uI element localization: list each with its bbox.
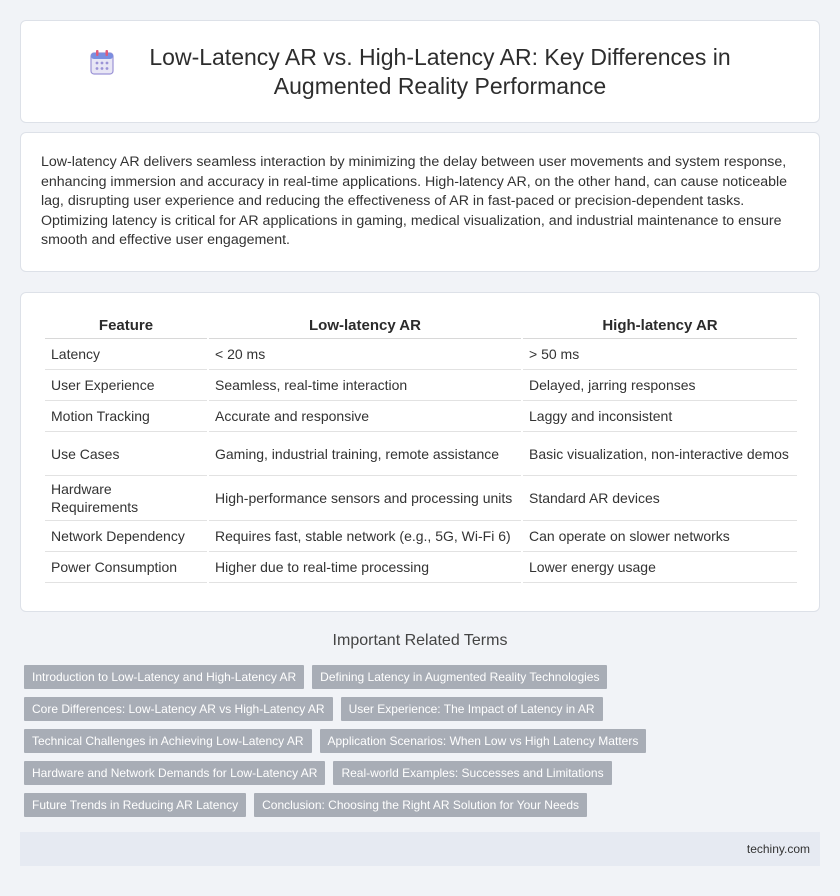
table-cell: < 20 ms — [209, 339, 521, 370]
table-header-row — [45, 313, 797, 339]
related-terms-title: Important Related Terms — [332, 632, 508, 649]
related-term-tag[interactable]: User Experience: The Impact of Latency in AR — [341, 697, 603, 721]
related-term-tag[interactable]: Technical Challenges in Achieving Low-Latency AR — [24, 729, 312, 753]
table-cell: Can operate on slower networks — [523, 521, 797, 552]
table-row — [45, 432, 797, 476]
table-cell: Latency — [45, 339, 207, 370]
table-cell: User Experience — [45, 370, 207, 401]
table-cell: Power Consumption — [45, 552, 207, 583]
related-term-tag[interactable]: Introduction to Low-Latency and High-Latency AR — [24, 665, 304, 689]
table-row — [45, 521, 797, 552]
page-title: Low-Latency AR vs. High-Latency AR: Key Differences in Augmented Reality Performance — [149, 43, 731, 99]
table-cell: Basic visualization, non-interactive demos — [523, 432, 797, 476]
footer — [20, 832, 820, 866]
table-cell: Delayed, jarring responses — [523, 370, 797, 401]
intro-card — [20, 132, 820, 272]
table-row — [45, 476, 797, 521]
table-cell: Laggy and inconsistent — [523, 401, 797, 432]
table-cell: Requires fast, stable network (e.g., 5G, Wi-Fi 6) — [209, 521, 521, 552]
calendar-icon — [90, 49, 114, 75]
table-row — [45, 401, 797, 432]
table-cell: > 50 ms — [523, 339, 797, 370]
table-cell: Accurate and responsive — [209, 401, 521, 432]
related-term-tag[interactable]: Real-world Examples: Successes and Limitations — [333, 761, 611, 785]
related-term-tag[interactable]: Defining Latency in Augmented Reality Technologies — [312, 665, 607, 689]
header-high-latency: High-latency AR — [523, 313, 797, 339]
table-cell: Network Dependency — [45, 521, 207, 552]
table-cell: Gaming, industrial training, remote assistance — [209, 432, 521, 476]
table-cell: Seamless, real-time interaction — [209, 370, 521, 401]
table-cell: High-performance sensors and processing units — [209, 476, 521, 521]
footer-site-link[interactable]: techiny.com — [746, 842, 810, 856]
title-card — [20, 20, 820, 123]
table-row — [45, 552, 797, 583]
table-row — [45, 339, 797, 370]
related-term-tag[interactable]: Core Differences: Low-Latency AR vs High-Latency AR — [24, 697, 333, 721]
table-cell: Lower energy usage — [523, 552, 797, 583]
table-cell: Standard AR devices — [523, 476, 797, 521]
comparison-card — [20, 292, 820, 612]
related-term-tag[interactable]: Hardware and Network Demands for Low-Latency AR — [24, 761, 325, 785]
table-cell: Motion Tracking — [45, 401, 207, 432]
table-cell: Higher due to real-time processing — [209, 552, 521, 583]
intro-paragraph: Low-latency AR delivers seamless interaction by minimizing the delay between user movements and system response, enhancing immersion and accuracy in real-time applications. High-latency AR, on the other hand, can cause noticeable lag, disrupting user experience and reducing the effectiveness of AR in fast-paced or precision-dependent tasks. Optimizing latency is critical for AR applications in gaming, medical visualization, and industrial maintenance to ensure smooth and effective user engagement. — [41, 154, 788, 248]
related-term-tag[interactable]: Application Scenarios: When Low vs High Latency Matters — [320, 729, 647, 753]
related-terms-list — [24, 665, 824, 825]
table-cell: Use Cases — [45, 432, 207, 476]
related-term-tag[interactable]: Conclusion: Choosing the Right AR Solution for Your Needs — [254, 793, 587, 817]
table-row — [45, 370, 797, 401]
related-term-tag[interactable]: Future Trends in Reducing AR Latency — [24, 793, 246, 817]
comparison-table — [43, 313, 799, 583]
header-low-latency: Low-latency AR — [209, 313, 521, 339]
header-feature: Feature — [45, 313, 207, 339]
table-cell: Hardware Requirements — [45, 476, 207, 521]
